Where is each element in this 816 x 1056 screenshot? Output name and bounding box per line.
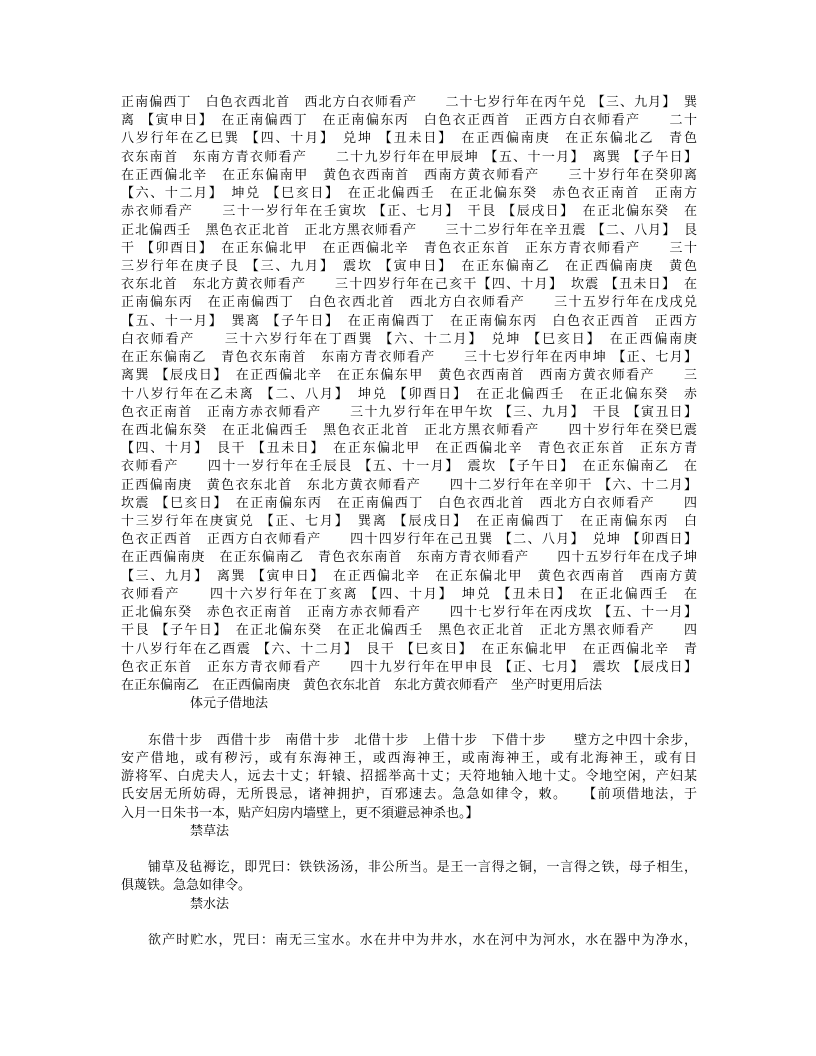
text-line: 十三岁行年在庚寅兑 【正、七月】 巽离 【辰戌日】 在正南偏西丁 在正南偏东丙 白 [121,514,697,530]
text-line: 欲产时贮水，咒曰：南无三宝水。水在井中为井水，水在河中为河水，水在器中为净水， [148,933,697,949]
text-line: 正北偏西壬 黑色衣正北首 正北方黑衣师看产 三十二岁行年在辛丑震 【二、八月】 艮 [121,222,697,238]
text-line: 在正东偏南乙 青色衣东南首 东南方青衣师看产 三十七岁行年在丙申坤 【正、七月】 [121,350,697,366]
blank-line [0,713,816,731]
text-line: 游将军、白虎夫人，远去十丈；轩辕、招摇举高十丈；天符地轴入地十丈。令地空闲，产妇某 [121,769,697,785]
blank-line [0,914,816,932]
text-line: 氏安居无所妨碍，无所畏忌，诸神拥护，百邪速去。急急如律令，敕。 【前项借地法，于 [121,787,697,803]
text-line: 坎震 【巳亥日】 在正南偏东丙 在正南偏西丁 白色衣西北首 西北方白衣师看产 四 [121,495,697,511]
text-line: 正南偏东丙 在正南偏西丁 白色衣西北首 西北方白衣师看产 三十五岁行年在戊戌兑 [121,295,697,311]
text-line: 干艮 【子午日】 在正北偏东癸 在正北偏西壬 黑色衣正北首 正北方黑衣师看产 四 [121,623,697,639]
text-line: 正北偏东癸 赤色衣正南首 正南方赤衣师看产 四十七岁行年在丙戌坎 【五、十一月】 [121,605,697,621]
text-line: 俱蔑铁。急急如律令。 [121,878,252,894]
text-line: 赤衣师看产 三十一岁行年在壬寅坎 【正、七月】 干艮 【辰戌日】 在正北偏东癸 在 [121,204,697,220]
text-line: 入月一日朱书一本，贴产妇房内墙壁上，更不須避忌神杀也。】 [121,805,479,821]
text-line: 衣东北首 东北方黄衣师看产 三十四岁行年在己亥干【四、十月】 坎震 【丑未日】 在 [121,277,697,293]
text-line: 在正西偏北辛 在正东偏南甲 黄色衣西南首 西南方黄衣师看产 三十岁行年在癸卯离 [121,167,697,183]
text-line: 八岁行年在乙巳巽 【四、十月】 兑坤 【丑未日】 在正西偏南庚 在正东偏北乙 青色 [121,131,697,147]
section-water-ban [0,896,816,951]
text-line: 衣师看产 四十六岁行年在丁亥离 【四、十月】 坤兑 【丑未日】 在正北偏西壬 在 [121,586,697,602]
text-line: 在正东偏南乙 在正西偏南庚 黄色衣东北首 东北方黄衣师看产 坐产时更用后法 [121,678,603,693]
text-line: 【六、十二月】 坤兑 【巳亥日】 在正北偏西壬 在正北偏东癸 赤色衣正南首 正南方 [121,186,697,202]
text-line: 色衣正东首 正东方青衣师看产 四十九岁行年在甲申艮 【正、七月】 震坎 【辰戌日】 [121,659,697,675]
text-line: 十八岁行年在乙酉震 【六、十二月】 艮干 【巳亥日】 在正东偏北甲 在正西偏北辛 青 [121,641,697,657]
text-line: 【五、十一月】 巽离 【子午日】 在正南偏西丁 在正南偏东丙 白色衣正西首 正西方 [121,313,697,329]
section-heading: 体元子借地法 [190,696,269,712]
blank-line [0,841,816,859]
text-line: 铺草及毡褥讫，即咒曰：铁铁汤汤，非公所当。是王一言得之铜，一言得之铁，母子相生， [148,860,697,876]
text-line: 衣师看产 四十一岁行年在壬辰艮 【五、十一月】 震坎 【子午日】 在正东偏南乙 在 [121,459,697,475]
text-line: 干 【卯酉日】 在正东偏北甲 在正西偏北辛 青色衣正东首 正东方青衣师看产 三十 [121,240,697,256]
text-line: 白衣师看产 三十六岁行年在丁酉巽 【六、十二月】 兑坤 【巳亥日】 在正西偏南庚 [121,331,697,347]
text-line: 【三、九月】 离巽 【寅申日】 在正西偏北辛 在正东偏北甲 黄色衣西南首 西南方黄 [121,568,697,584]
text-line: 在西北偏东癸 在正北偏西壬 黑色衣正北首 正北方黑衣师看产 四十岁行年在癸巳震 [121,422,697,438]
section-grass-ban [0,823,816,896]
text-line: 在正西偏南庚 在正东偏南乙 青色衣东南首 东南方青衣师看产 四十五岁行年在戊子坤 [121,550,697,566]
text-line: 正西偏南庚 黄色衣东北首 东北方黄衣师看产 四十二岁行年在辛卯干 【六、十二月】 [121,477,697,493]
text-line: 【四、十月】 艮干 【丑未日】 在正东偏北甲 在正西偏北辛 青色衣正东首 正东方青 [121,441,697,457]
text-line: 离巽 【辰戌日】 在正西偏北辛 在正东偏东甲 黄色衣西南首 西南方黄衣师看产 三 [121,368,697,384]
opening-passage [0,94,816,695]
text-line: 三岁行年在庚子艮 【三、九月】 震坎 【寅申日】 在正东偏南乙 在正西偏南庚 黄色 [121,258,697,274]
text-line: 安产借地，或有秽污，或有东海神王，或西海神王，或南海神王，或有北海神王，或有日 [121,750,697,766]
text-line: 十八岁行年在乙未离 【二、八月】 坤兑 【卯酉日】 在正北偏西壬 在正北偏东癸 赤 [121,386,697,402]
text-line: 离 【寅申日】 在正南偏西丁 在正南偏东丙 白色衣正西首 正西方白衣师看产 二十 [121,113,697,129]
section-heading: 禁草法 [190,823,230,839]
text-line: 色衣正南首 正南方赤衣师看产 三十九岁行年在甲午坎 【三、九月】 干艮 【寅丑日】 [121,404,697,420]
section-borrow-land [0,695,816,823]
text-line: 色衣正西首 正西方白衣师看产 四十四岁行年在己丑巽 【二、八月】 兑坤 【卯酉日】 [121,532,697,548]
text-line: 衣东南首 东南方青衣师看产 二十九岁行年在甲辰坤 【五、十一月】 离巽 【子午日】 [121,149,697,165]
section-heading: 禁水法 [190,896,230,912]
text-line: 正南偏西丁 白色衣西北首 西北方白衣师看产 二十七岁行年在丙午兑 【三、九月】 巽 [121,95,697,110]
text-line: 东借十步 西借十步 南借十步 北借十步 上借十步 下借十步 壁方之中四十余步， [148,732,697,748]
